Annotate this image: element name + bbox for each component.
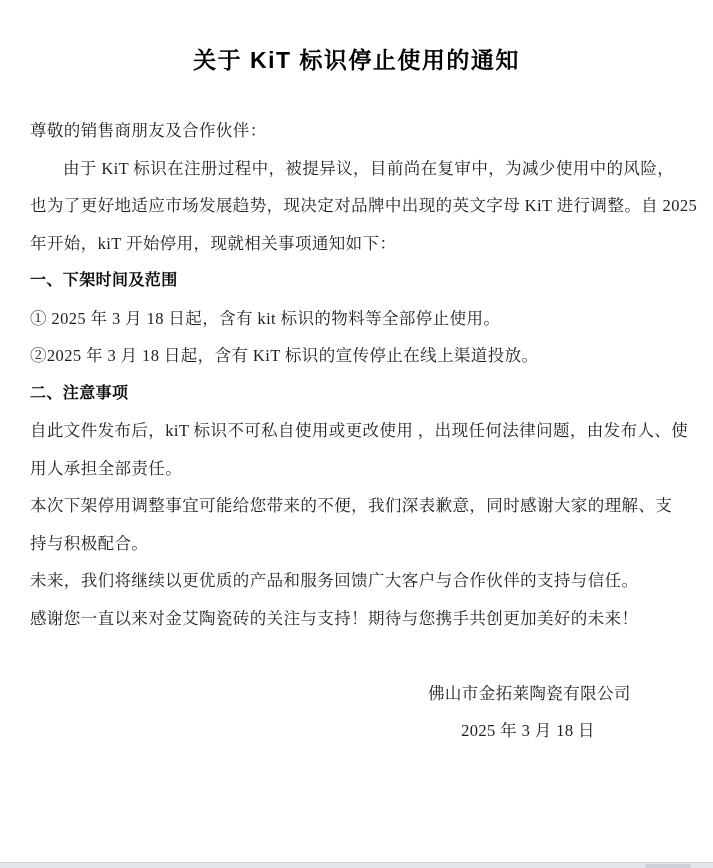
blank-line	[30, 637, 688, 675]
section1-heading: 一、下架时间及范围	[30, 272, 178, 289]
signature-company: 佛山市金拓莱陶瓷有限公司	[428, 683, 631, 703]
section2-line-2: 用人承担全部责任。	[30, 458, 183, 478]
section2-line-3: 本次下架停用调整事宜可能给您带来的不便，我们深表歉意，同时感谢大家的理解、支	[30, 496, 673, 515]
section2-heading: 二、注意事项	[30, 384, 129, 402]
intro-line-1: 由于 KiT 标识在注册过程中，被提异议，目前尚在复审中，为减少使用中的风险，	[63, 158, 675, 178]
horizontal-scrollbar[interactable]	[0, 862, 713, 868]
section1-item-1: ① 2025 年 3 月 18 日起，含有 kit 标识的物料等全部停止使用。	[30, 308, 501, 328]
greeting-line: 尊敬的销售商朋友及合作伙伴：	[30, 121, 267, 140]
section2-line-4: 持与积极配合。	[30, 533, 149, 553]
intro-line-2: 也为了更好地适应市场发展趋势，现决定对品牌中出现的英文字母 KiT 进行调整。自 2025	[30, 196, 698, 215]
signature-block	[428, 675, 631, 750]
section2-line-1: 自此文件发布后，kiT 标识不可私自使用或更改使用 ，出现任何法律问题，由发布人、使	[30, 421, 689, 440]
intro-line-3: 年开始，kiT 开始停用，现就相关事项通知如下：	[30, 233, 397, 253]
signature-date: 2025 年 3 月 18 日	[461, 721, 595, 740]
scrollbar-thumb[interactable]	[645, 864, 691, 868]
section2-line-5: 未来，我们将继续以更优质的产品和服务回馈广大客户与合作伙伴的支持与信任。	[30, 571, 639, 590]
section2-line-6: 感谢您一直以来对金艾陶瓷砖的关注与支持！期待与您携手共创更加美好的未来！	[30, 608, 639, 628]
document-body	[30, 112, 698, 750]
document-title: 关于 KiT 标识停止使用的通知	[193, 47, 520, 73]
section1-item-2: ②2025 年 3 月 18 日起，含有 KiT 标识的宣传停止在线上渠道投放。	[30, 346, 539, 365]
